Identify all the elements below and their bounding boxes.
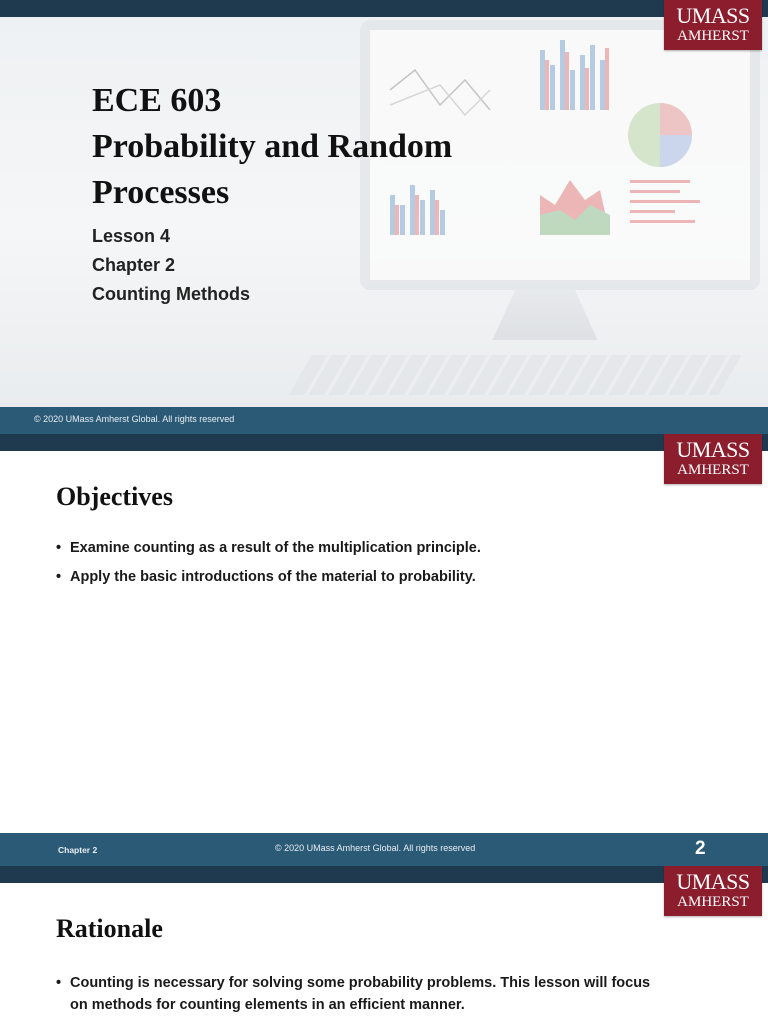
logo-line-1: UMASS xyxy=(676,437,750,462)
rationale-slide xyxy=(0,866,768,1024)
umass-amherst-logo xyxy=(664,0,762,50)
objectives-list xyxy=(56,534,696,592)
logo-line-2: AMHERST xyxy=(677,462,749,478)
list-item: • Counting is necessary for solving some probability problems. This lesson will focus on methods for counting elements in an efficient manner. xyxy=(56,972,656,1016)
list-item: • Examine counting as a result of the multiplication principle. xyxy=(56,534,696,563)
page-number: 2 xyxy=(695,838,706,859)
title-line: Probability and Random xyxy=(92,128,453,165)
objectives-slide xyxy=(0,434,768,866)
copyright-text: © 2020 UMass Amherst Global. All rights reserved xyxy=(34,414,235,424)
top-bar xyxy=(0,0,768,17)
lesson-info xyxy=(92,222,250,309)
lesson-label: Lesson 4 xyxy=(92,226,171,246)
umass-amherst-logo xyxy=(664,866,762,916)
footer-bar xyxy=(0,833,768,866)
logo-line-1: UMASS xyxy=(676,869,750,894)
slide-title: Rationale xyxy=(56,914,163,943)
course-title xyxy=(92,78,562,216)
copyright-text: © 2020 UMass Amherst Global. All rights reserved xyxy=(275,843,476,853)
top-bar xyxy=(0,434,768,451)
logo-line-1: UMASS xyxy=(676,3,750,28)
topic-label: Counting Methods xyxy=(92,284,250,304)
logo-line-2: AMHERST xyxy=(677,894,749,910)
top-bar xyxy=(0,866,768,883)
keyboard-image xyxy=(288,355,741,395)
slide-title: Objectives xyxy=(56,482,173,511)
title-line: Processes xyxy=(92,174,230,211)
list-item: • Apply the basic introductions of the material to probability. xyxy=(56,563,696,592)
chapter-footer-label: Chapter 2 xyxy=(58,845,98,855)
umass-amherst-logo xyxy=(664,434,762,484)
rationale-list xyxy=(56,972,656,1016)
title-line: ECE 603 xyxy=(92,82,222,119)
chapter-label: Chapter 2 xyxy=(92,255,176,275)
footer-bar xyxy=(0,407,768,434)
title-slide xyxy=(0,0,768,434)
logo-line-2: AMHERST xyxy=(677,28,749,44)
